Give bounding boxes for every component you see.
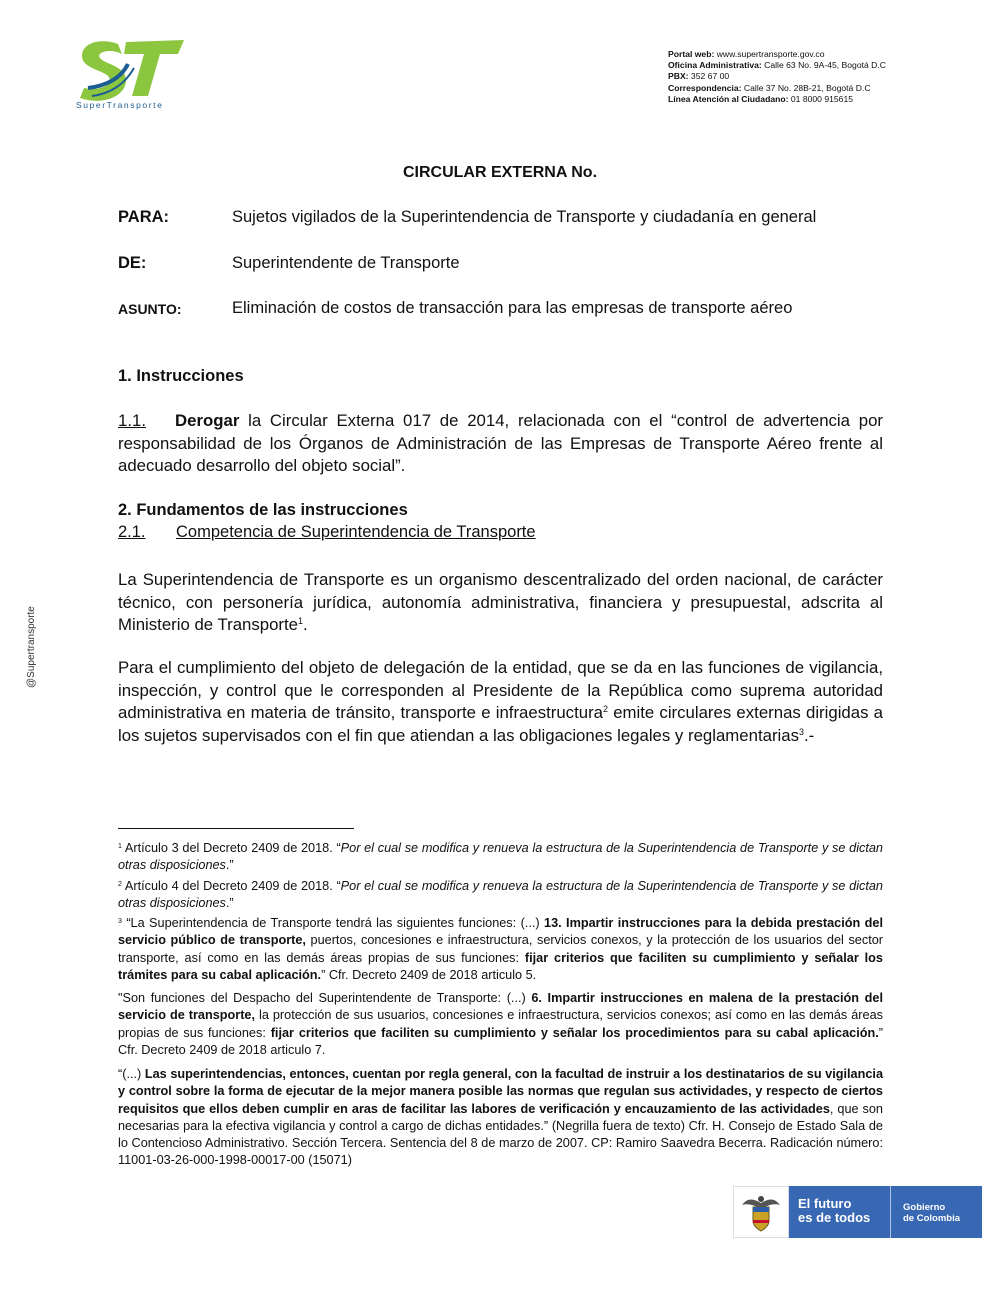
item-2-1-text: Competencia de Superintendencia de Transporte bbox=[176, 523, 536, 541]
item-2-1-number: 2.1. bbox=[118, 523, 146, 541]
footnote-ref-2[interactable]: 2 bbox=[603, 704, 609, 715]
para-label: PARA: bbox=[118, 208, 170, 226]
item-1-1-text: la Circular Externa 017 de 2014, relacionada con el “control de advertencia por responsabilidad de los Órganos de Administración de las Empresas de Transporte Aéreo frente al adecuado desarrollo del objeto social”. bbox=[118, 411, 883, 476]
contact-line-mail: Correspondencia: Calle 37 No. 28B-21, Bogotá D.C bbox=[668, 82, 871, 93]
footnote-2: $^2$ Artículo 4 del Decreto 2409 de 2018. “Por el cual se modifica y renueva la estructura de la Superintendencia de Transporte y se dictan otras disposiciones.” bbox=[118, 879, 883, 911]
side-social-handle: @Supertransporte bbox=[26, 606, 37, 688]
contact-line-phone: Línea Atención al Ciudadano: 01 8000 915615 bbox=[668, 93, 854, 104]
paragraph-1: La Superintendencia de Transporte es un organismo descentralizado del orden nacional, de carácter técnico, con personería jurídica, autonomía administrativa, financiera y presupuestal, adscrita al Ministerio de Transporte$^1$. bbox=[118, 570, 883, 635]
gobierno-de-colombia-label: Gobierno de Colombia bbox=[903, 1202, 961, 1224]
de-value: Superintendente de Transporte bbox=[232, 254, 460, 272]
de-label: DE: bbox=[118, 254, 147, 272]
footnote-ref-3[interactable]: 3 bbox=[799, 726, 805, 737]
item-1-1-number: 1.1. bbox=[118, 411, 146, 430]
footnote-separator bbox=[118, 828, 354, 829]
footnote-1: $^1$ Artículo 3 del Decreto 2409 de 2018. “Por el cual se modifica y renueva la estructura de la Superintendencia de Transporte y se dictan otras disposiciones.” bbox=[118, 841, 883, 873]
contact-info bbox=[668, 49, 886, 105]
asunto-label: ASUNTO: bbox=[118, 301, 182, 317]
paragraph-2: Para el cumplimiento del objeto de delegación de la entidad, que se da en las funciones de vigilancia, inspección, y control que le corresponden al Presidente de la República como suprema autoridad administrativa en materia de tránsito, transporte e infraestructura$^2$ emite circulares externas dirigidas a los sujetos supervisados con el fin que atiendan a las obligaciones legales y reglamentarias$^3$.- bbox=[118, 658, 884, 745]
footnote-ref-1[interactable]: 1 bbox=[298, 616, 304, 627]
section-1-heading: 1. Instrucciones bbox=[118, 367, 244, 385]
colombia-coat-of-arms-icon bbox=[733, 1186, 789, 1238]
government-slogan: El futuro es de todos bbox=[798, 1196, 871, 1225]
footnote-3-continuation-b: “(...) Las superintendencias, entonces, cuentan por regla general, con la facultad de instruir a los destinatarios de su vigilancia y control sobre la forma de ejecutar de la mejor manera posible las normas que regulan sus actividades, y respecto de ciertos requisitos que ellos deben cumplir en aras de facilitar las labores de verificación y encauzamiento de las actividades, que son necesarias para la efectiva vigilancia y control a cargo de dichas entidades.” (Negrilla fuera de texto) Cfr. H. Consejo de Estado Sala de lo Contencioso Administrativo. Sección Tercera. Sentencia del 8 de marzo de 2007. CP: Ramiro Saavedra Becerra. Radicación número: 11001-03-26-000-1998-00017-00 (15071) bbox=[118, 1067, 883, 1168]
document-title: CIRCULAR EXTERNA No. bbox=[402, 164, 598, 181]
item-2-1 bbox=[118, 523, 536, 542]
contact-line-office: Oficina Administrativa: Calle 63 No. 9A-45, Bogotá D.C bbox=[668, 60, 886, 71]
section-2-heading: 2. Fundamentos de las instrucciones bbox=[118, 501, 408, 519]
item-1-1-bold: Derogar bbox=[175, 411, 240, 430]
logo-caption: SuperTransporte bbox=[76, 100, 164, 110]
footer-divider bbox=[890, 1186, 891, 1238]
asunto-value: Eliminación de costos de transacción para las empresas de transporte aéreo bbox=[232, 299, 793, 317]
footnote-3-continuation-a: "Son funciones del Despacho del Superintendente de Transporte: (...) 6. Impartir instrucciones en malena de la prestación del servicio de transporte, la protección de sus usuarios, concesiones e infraestructura, servicios conexos; así como en las demás áreas propias de sus funciones: fijar criterios que faciliten su cumplimiento y señalar los procedimientos para su cabal aplicación.” Cfr. Decreto 2409 de 2018 articulo 7. bbox=[118, 991, 883, 1057]
para-value: Sujetos vigilados de la Superintendencia de Transporte y ciudadanía en general bbox=[232, 208, 817, 226]
contact-line-web: Portal web: www.supertransporte.gov.co bbox=[668, 49, 825, 59]
item-1-1 bbox=[118, 410, 883, 478]
contact-line-pbx: PBX: 352 67 00 bbox=[668, 71, 730, 82]
footnote-3: $^3$ “La Superintendencia de Transporte tendrá las siguientes funciones: (...) 13. Impartir instrucciones para la debida prestación del servicio público de transporte, puertos, concesiones e infraestructura, servicios conexos, y la protección de los usuarios del sector transporte, así como en las demás áreas propias de sus funciones: fijar criterios que faciliten su cumplimiento y señalar los trámites para su cabal aplicación.” Cfr. Decreto 2409 de 2018 articulo 5. bbox=[118, 916, 883, 982]
